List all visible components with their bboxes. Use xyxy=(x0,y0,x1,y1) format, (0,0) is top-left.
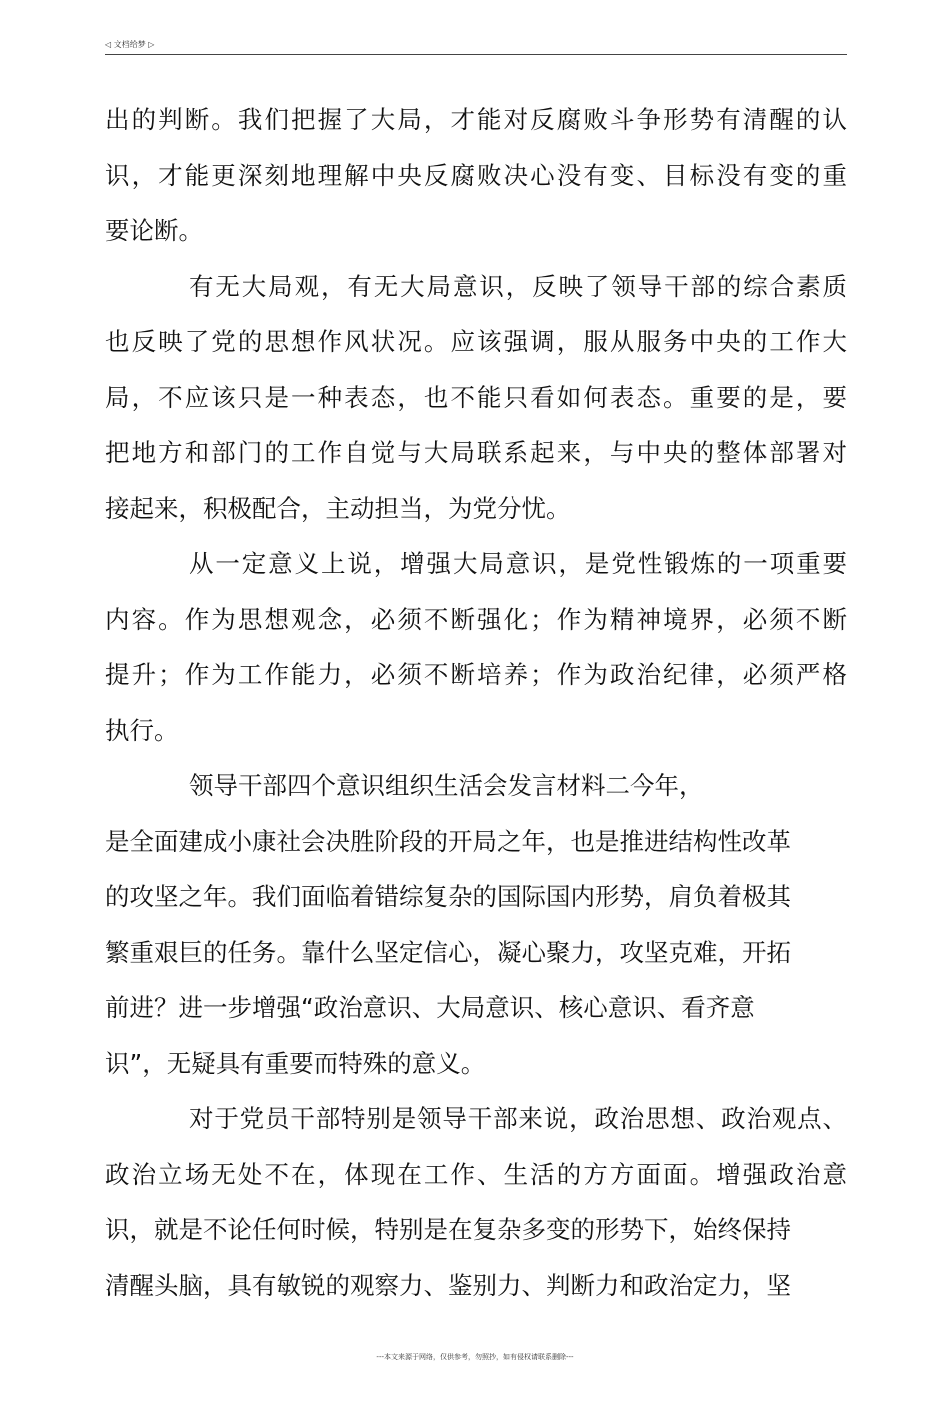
text-line: 执行。 xyxy=(105,715,179,745)
text-line: 有无大局观，有无大局意识，反映了领导干部的综合素质 xyxy=(189,271,847,301)
text-line: 前进？进一步增强“政治意识、大局意识、核心意识、看齐意 xyxy=(105,993,755,1022)
text-line: 对于党员干部特别是领导干部来说，政治思想、政治观点、 xyxy=(189,1104,847,1133)
text-line: 领导干部四个意识组织生活会发言材料二今年， xyxy=(189,771,704,800)
text-line: 政治立场无处不在，体现在工作、生活的方方面面。增强政治意 xyxy=(105,1159,847,1189)
document-body xyxy=(105,92,847,1313)
text-line: 内容。作为思想观念，必须不断强化；作为精神境界，必须不断 xyxy=(105,604,847,634)
text-line: 识，才能更深刻地理解中央反腐败决心没有变、目标没有变的重 xyxy=(105,160,847,190)
text-line: 清醒头脑，具有敏锐的观察力、鉴别力、判断力和政治定力，坚 xyxy=(105,1270,791,1300)
text-line: 从一定意义上说，增强大局意识，是党性锻炼的一项重要 xyxy=(189,549,847,578)
right-triangle-icon: ▷ xyxy=(148,40,155,49)
text-line: 出的判断。我们把握了大局，才能对反腐败斗争形势有清醒的认 xyxy=(105,105,847,134)
page-header xyxy=(105,38,847,55)
text-line: 把地方和部门的工作自觉与大局联系起来，与中央的整体部署对 xyxy=(105,438,847,467)
text-line: 提升；作为工作能力，必须不断培养；作为政治纪律，必须严格 xyxy=(105,660,847,689)
text-line: 要论断。 xyxy=(105,216,203,245)
text-line: 繁重艰巨的任务。靠什么坚定信心，凝心聚力，攻坚克难，开拓 xyxy=(105,937,791,967)
text-line: 接起来，积极配合，主动担当，为党分忧。 xyxy=(105,493,571,523)
header-text: 文档给梦 xyxy=(113,40,146,49)
text-line: 局，不应该只是一种表态，也不能只看如何表态。重要的是，要 xyxy=(105,382,847,412)
text-line: 的攻坚之年。我们面临着错综复杂的国际国内形势，肩负着极其 xyxy=(105,882,791,911)
text-line: 也反映了党的思想作风状况。应该强调，服从服务中央的工作大 xyxy=(105,327,847,356)
text-line: 是全面建成小康社会决胜阶段的开局之年，也是推进结构性改革 xyxy=(105,826,791,856)
text-line: 识，就是不论任何时候，特别是在复杂多变的形势下，始终保持 xyxy=(105,1215,791,1244)
text-line: 识”，无疑具有重要而特殊的意义。 xyxy=(105,1048,486,1078)
page-footer: ---本文来源于网络，仅供参考，勿照抄，如有侵权请联系删除--- xyxy=(376,1353,574,1361)
left-triangle-icon: ◁ xyxy=(105,40,112,49)
